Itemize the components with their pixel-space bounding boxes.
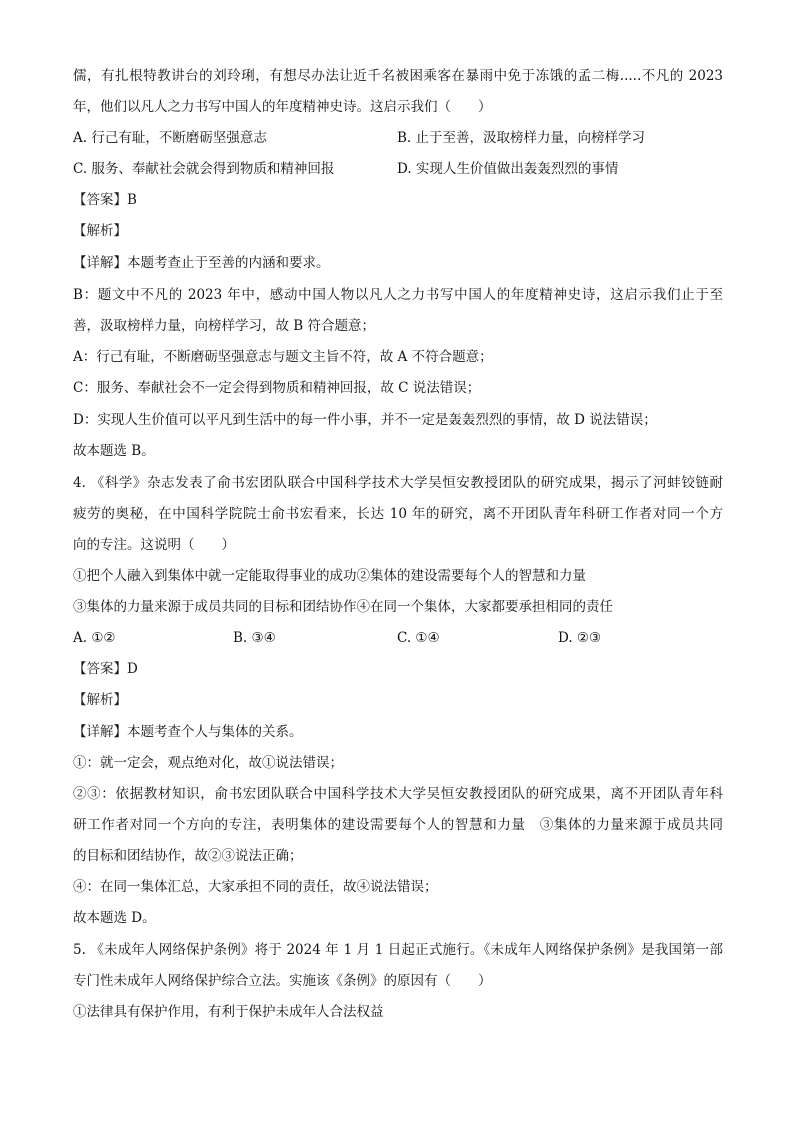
- q3-explanation-line: 故本题选 B。: [73, 443, 155, 459]
- q4-explanation-line: ①：就一定会，观点绝对化，故①说法错误；: [73, 755, 343, 771]
- q4-stem-line-1: 4. 《科学》杂志发表了俞书宏团队联合中国科学技术大学吴恒安教授团队的研究成果，揭示了河蚌铰链耐: [73, 475, 723, 491]
- q4-explanation-line: 研工作者对同一个方向的专注，表明集体的建设需要每个人的智慧和力量 ③集体的力量来源于成员共同: [73, 817, 723, 833]
- q3-explanation-line: B：题文中不凡的 2023 年中，感动中国人物以凡人之力书写中国人的年度精神史诗，这启示我们止于至: [73, 287, 723, 303]
- q3-option-a: A. 行己有耻，不断磨砺坚强意志: [73, 130, 267, 146]
- q5-stem-line-2: 专门性未成年人网络保护综合立法。实施该《条例》的原因有（ ）: [73, 973, 492, 989]
- q3-option-b: B. 止于至善，汲取榜样力量，向榜样学习: [397, 130, 646, 146]
- q3-option-d: D. 实现人生价值做出轰轰烈烈的事情: [397, 161, 619, 177]
- q4-stem-line-3: 向的专注。这说明（ ）: [73, 537, 235, 553]
- q3-explanation-line: C：服务、奉献社会不一定会得到物质和精神回报，故 C 说法错误；: [73, 380, 481, 396]
- q3-analysis-label: 【解析】: [73, 223, 127, 239]
- q5-stem-line-1: 5. 《未成年人网络保护条例》将于 2024 年 1 月 1 日起正式施行。《未成年人网络保护条例》是我国第一部: [73, 942, 723, 958]
- q4-option-d: D. ②③: [558, 630, 602, 646]
- q3-explanation-line: A：行己有耻，不断磨砺坚强意志与题文主旨不符，故 A 不符合题意；: [73, 349, 493, 365]
- q4-analysis-label: 【解析】: [73, 692, 127, 708]
- q4-explanation-line: 故本题选 D。: [73, 910, 156, 926]
- q4-option-b: B. ③④: [233, 630, 276, 646]
- q3-stem-line-1: 儒，有扎根特教讲台的刘玲琍，有想尽办法让近千名被困乘客在暴雨中免于冻饿的孟二梅.....不凡的 2023: [73, 68, 723, 84]
- q3-explanation-line: D：实现人生价值可以平凡到生活中的每一件小事，并不一定是轰轰烈烈的事情，故 D 说法错误；: [73, 412, 657, 428]
- q4-explanation-line: 【详解】本题考查个人与集体的关系。: [73, 724, 303, 740]
- q3-explanation-line: 善，汲取榜样力量，向榜样学习，故 B 符合题意；: [73, 318, 376, 334]
- q4-explanation-line: ④：在同一集体汇总，大家承担不同的责任，故④说法错误；: [73, 879, 438, 895]
- q3-option-c: C. 服务、奉献社会就会得到物质和精神回报: [73, 161, 335, 177]
- q4-explanation-line: 的目标和团结协作，故②③说法正确；: [73, 848, 303, 864]
- q4-stem-line-2: 疲劳的奥秘，在中国科学院院士俞书宏看来，长达 10 年的研究，离不开团队青年科研工作者对同一个方: [73, 506, 723, 522]
- q4-statement: ③集体的力量来源于成员共同的目标和团结协作④在同一个集体，大家都要承担相同的责任: [73, 599, 613, 615]
- q3-explanation-line: 【详解】本题考查止于至善的内涵和要求。: [73, 255, 330, 271]
- q4-statement: ①把个人融入到集体中就一定能取得事业的成功②集体的建设需要每个人的智慧和力量: [73, 568, 586, 584]
- q4-answer: 【答案】D: [73, 661, 138, 677]
- q3-stem-line-2: 年，他们以凡人之力书写中国人的年度精神史诗。这启示我们（ ）: [73, 99, 492, 115]
- q4-option-a: A. ①②: [73, 630, 116, 646]
- q4-explanation-line: ②③：依据教材知识，俞书宏团队联合中国科学技术大学吴恒安教授团队的研究成果，离不开团队青年科: [73, 786, 723, 802]
- q3-answer: 【答案】B: [73, 192, 137, 208]
- q4-option-c: C. ①④: [397, 630, 440, 646]
- q5-statement: ①法律具有保护作用，有利于保护未成年人合法权益: [73, 1004, 384, 1020]
